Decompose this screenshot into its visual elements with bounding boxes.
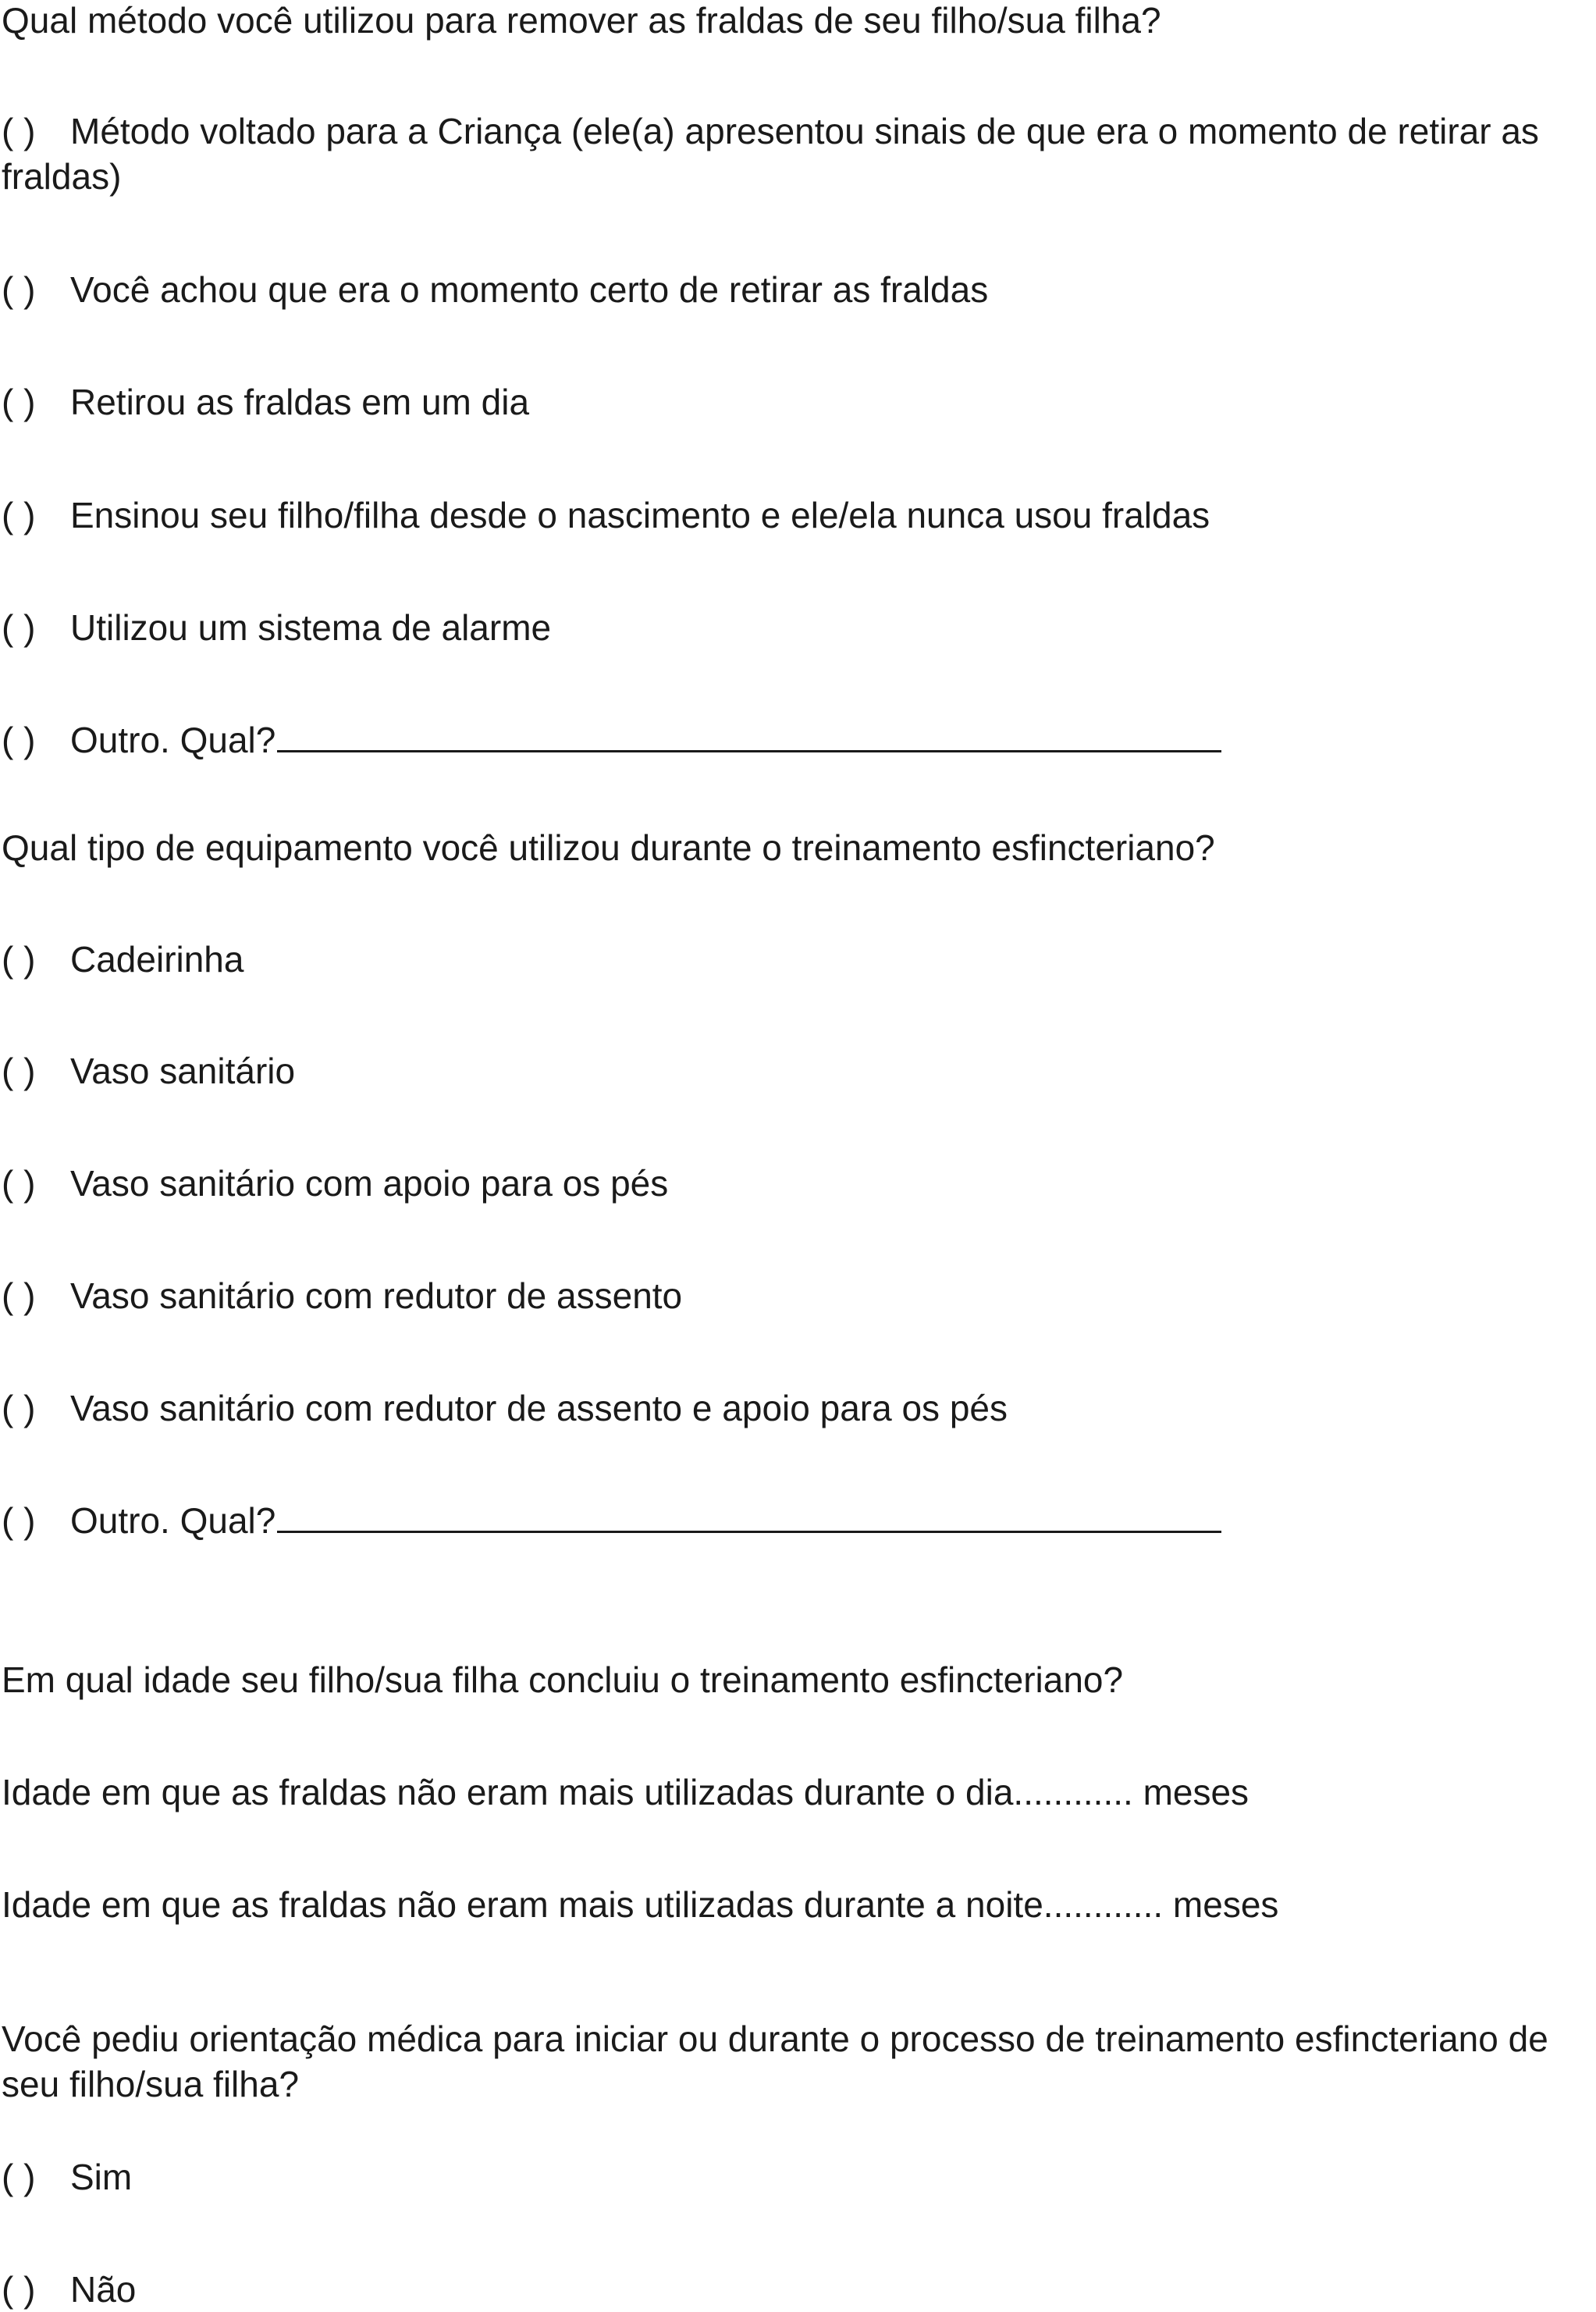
option-one-day[interactable] — [2, 379, 529, 425]
checkbox[interactable]: ( ) — [2, 382, 36, 422]
checkbox[interactable]: ( ) — [2, 2157, 36, 2197]
question-completion-age: Em qual idade seu filho/sua filha concluiu o treinamento esfincteriano? — [2, 1659, 1124, 1700]
option-toilet[interactable] — [2, 1048, 295, 1094]
other-equipment-answer-line[interactable] — [277, 1498, 1221, 1533]
option-yes[interactable] — [2, 2154, 132, 2200]
checkbox[interactable]: ( ) — [2, 720, 36, 760]
option-alarm-system[interactable] — [2, 605, 551, 650]
question-removal-method: Qual método você utilizou para remover as fraldas de seu filho/sua filha? — [2, 0, 1161, 41]
option-child-oriented[interactable] — [2, 108, 1594, 199]
option-label: Vaso sanitário — [70, 1051, 296, 1091]
checkbox[interactable]: ( ) — [2, 111, 36, 151]
option-other-method[interactable] — [2, 717, 1221, 763]
age-nighttime-line[interactable]: Idade em que as fraldas não eram mais utilizadas durante a noite............ meses — [2, 1884, 1279, 1925]
checkbox[interactable]: ( ) — [2, 607, 36, 648]
option-label: Você achou que era o momento certo de retirar as fraldas — [70, 269, 989, 310]
question-medical-guidance: Você pediu orientação médica para iniciar ou durante o processo de treinamento esfincteriano de seu filho/sua filha? — [2, 2019, 1548, 2104]
option-label: Não — [70, 2269, 137, 2310]
checkbox[interactable]: ( ) — [2, 1388, 36, 1428]
checkbox[interactable]: ( ) — [2, 1051, 36, 1091]
option-toilet-seat-reducer[interactable] — [2, 1273, 682, 1318]
option-label: Outro. Qual? — [70, 720, 276, 760]
checkbox[interactable]: ( ) — [2, 495, 36, 535]
checkbox[interactable]: ( ) — [2, 1500, 36, 1541]
checkbox[interactable]: ( ) — [2, 1163, 36, 1204]
checkbox[interactable]: ( ) — [2, 2269, 36, 2310]
option-label: Cadeirinha — [70, 939, 244, 980]
option-no[interactable] — [2, 2267, 136, 2312]
option-other-equipment[interactable] — [2, 1498, 1221, 1543]
option-since-birth[interactable] — [2, 493, 1210, 538]
option-label: Ensinou seu filho/filha desde o nascimento e ele/ela nunca usou fraldas — [70, 495, 1210, 535]
option-right-moment[interactable] — [2, 267, 988, 312]
option-label: Sim — [70, 2157, 133, 2197]
option-label: Retirou as fraldas em um dia — [70, 382, 530, 422]
option-label: Vaso sanitário com apoio para os pés — [70, 1163, 669, 1204]
other-method-answer-line[interactable] — [277, 717, 1221, 752]
option-toilet-reducer-footrest[interactable] — [2, 1385, 1008, 1431]
checkbox[interactable]: ( ) — [2, 269, 36, 310]
option-label: Vaso sanitário com redutor de assento e apoio para os pés — [70, 1388, 1008, 1428]
checkbox[interactable]: ( ) — [2, 1275, 36, 1316]
option-label: Outro. Qual? — [70, 1500, 276, 1541]
option-label: Vaso sanitário com redutor de assento — [70, 1275, 683, 1316]
option-toilet-footrest[interactable] — [2, 1161, 668, 1206]
option-small-potty[interactable] — [2, 937, 243, 982]
option-label: Utilizou um sistema de alarme — [70, 607, 552, 648]
question-equipment: Qual tipo de equipamento você utilizou durante o treinamento esfincteriano? — [2, 827, 1215, 868]
age-daytime-line[interactable]: Idade em que as fraldas não eram mais utilizadas durante o dia............ meses — [2, 1772, 1249, 1812]
option-label: Método voltado para a Criança (ele(a) apresentou sinais de que era o momento de retirar as fraldas) — [2, 111, 1539, 197]
checkbox[interactable]: ( ) — [2, 939, 36, 980]
